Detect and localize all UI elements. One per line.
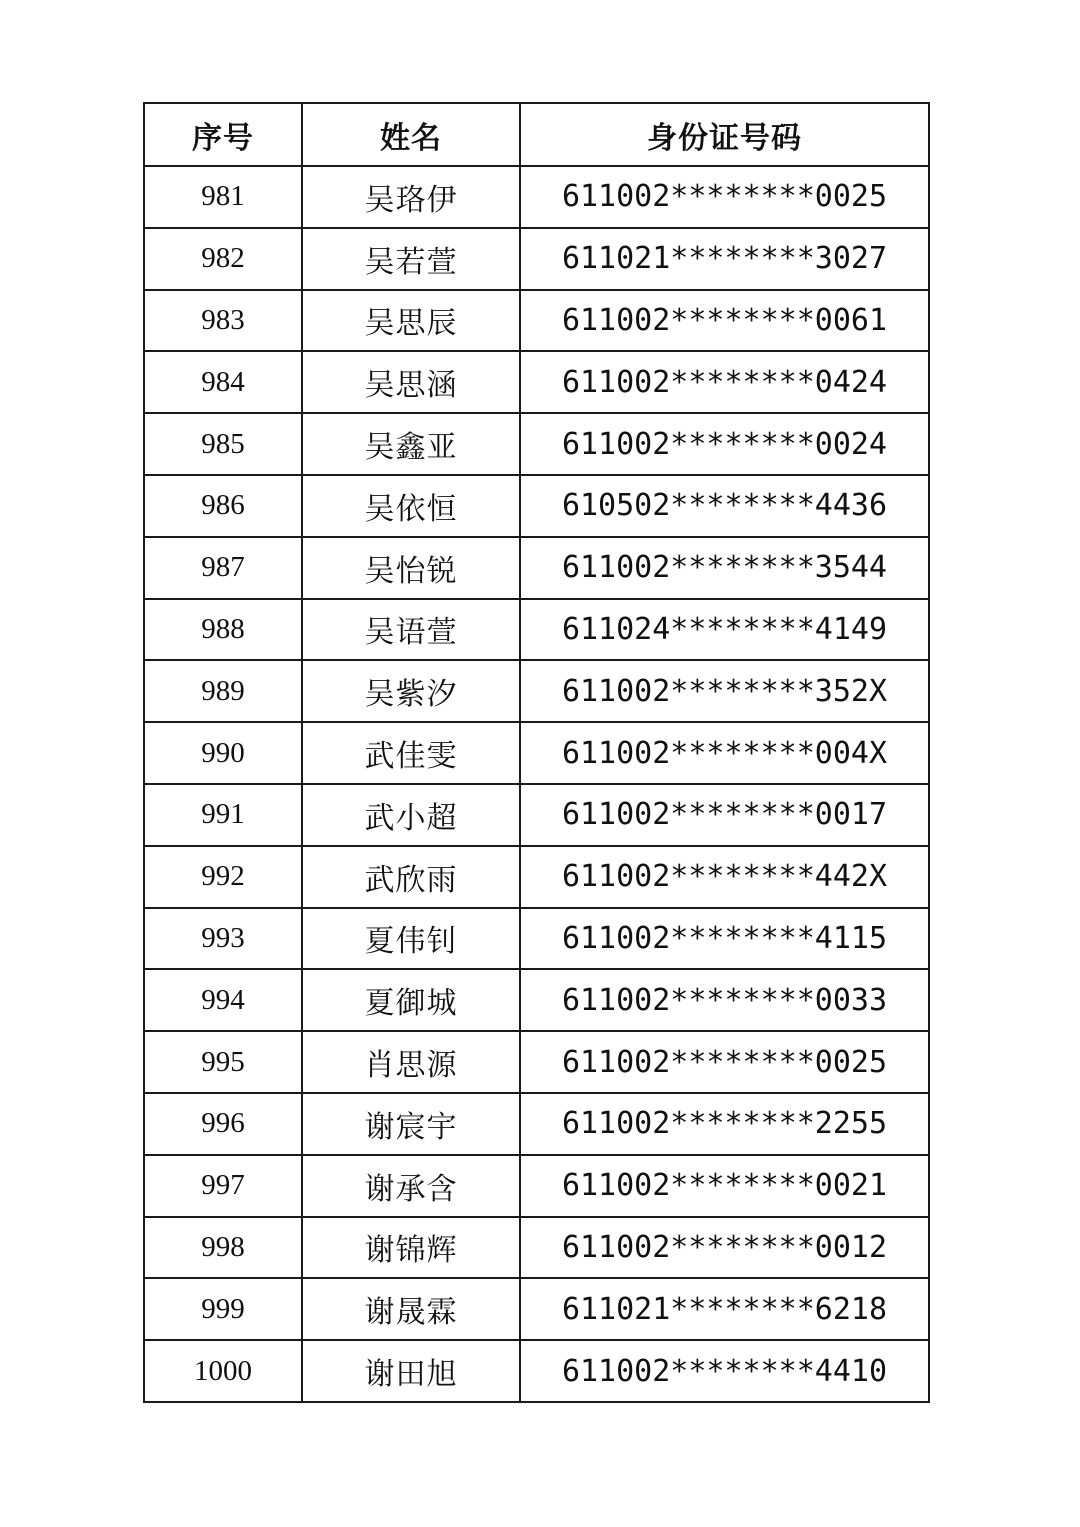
cell-name: 谢田旭: [302, 1340, 520, 1402]
cell-name: 吴语萱: [302, 599, 520, 661]
table-row: [144, 413, 929, 475]
table-row: [144, 351, 929, 413]
cell-name: 谢宸宇: [302, 1093, 520, 1155]
cell-name: 谢锦辉: [302, 1217, 520, 1279]
cell-name: 吴若萱: [302, 228, 520, 290]
cell-seq: 998: [144, 1217, 302, 1279]
cell-seq: 989: [144, 660, 302, 722]
cell-name: 夏伟钊: [302, 908, 520, 970]
table-row: [144, 1093, 929, 1155]
cell-name: 吴珞伊: [302, 166, 520, 228]
table-row: [144, 599, 929, 661]
header-id-number: 身份证号码: [520, 103, 929, 166]
cell-seq: 990: [144, 722, 302, 784]
table-row: [144, 475, 929, 537]
table-row: [144, 166, 929, 228]
cell-name: 武佳雯: [302, 722, 520, 784]
table-row: [144, 1155, 929, 1217]
cell-id-number: 611002********0024: [520, 413, 929, 475]
cell-id-number: 611002********0424: [520, 351, 929, 413]
cell-id-number: 611002********2255: [520, 1093, 929, 1155]
table-row: [144, 228, 929, 290]
cell-id-number: 611002********004X: [520, 722, 929, 784]
cell-name: 吴紫汐: [302, 660, 520, 722]
cell-id-number: 611024********4149: [520, 599, 929, 661]
table-row: [144, 1340, 929, 1402]
cell-name: 吴思辰: [302, 290, 520, 352]
cell-name: 谢承含: [302, 1155, 520, 1217]
cell-id-number: 611002********0012: [520, 1217, 929, 1279]
cell-seq: 1000: [144, 1340, 302, 1402]
cell-seq: 981: [144, 166, 302, 228]
cell-seq: 984: [144, 351, 302, 413]
cell-id-number: 611021********3027: [520, 228, 929, 290]
cell-name: 谢晟霖: [302, 1278, 520, 1340]
cell-id-number: 611002********3544: [520, 537, 929, 599]
table-row: [144, 1217, 929, 1279]
cell-name: 吴依恒: [302, 475, 520, 537]
cell-id-number: 611002********0017: [520, 784, 929, 846]
cell-seq: 993: [144, 908, 302, 970]
header-seq: 序号: [144, 103, 302, 166]
header-row: [144, 103, 929, 166]
cell-id-number: 611002********0021: [520, 1155, 929, 1217]
cell-id-number: 611002********0033: [520, 969, 929, 1031]
table-row: [144, 784, 929, 846]
cell-id-number: 611021********6218: [520, 1278, 929, 1340]
cell-id-number: 611002********0025: [520, 1031, 929, 1093]
cell-seq: 987: [144, 537, 302, 599]
table-row: [144, 290, 929, 352]
table-row: [144, 722, 929, 784]
cell-seq: 982: [144, 228, 302, 290]
cell-name: 武小超: [302, 784, 520, 846]
table-row: [144, 846, 929, 908]
cell-id-number: 611002********352X: [520, 660, 929, 722]
cell-seq: 983: [144, 290, 302, 352]
table-row: [144, 660, 929, 722]
cell-seq: 997: [144, 1155, 302, 1217]
cell-seq: 992: [144, 846, 302, 908]
table-row: [144, 908, 929, 970]
cell-seq: 995: [144, 1031, 302, 1093]
cell-name: 肖思源: [302, 1031, 520, 1093]
table-row: [144, 969, 929, 1031]
cell-name: 吴鑫亚: [302, 413, 520, 475]
cell-id-number: 611002********442X: [520, 846, 929, 908]
cell-name: 夏御城: [302, 969, 520, 1031]
cell-id-number: 611002********0025: [520, 166, 929, 228]
table-row: [144, 1278, 929, 1340]
cell-seq: 999: [144, 1278, 302, 1340]
cell-seq: 988: [144, 599, 302, 661]
cell-id-number: 610502********4436: [520, 475, 929, 537]
roster-table: [143, 102, 930, 1403]
cell-id-number: 611002********4115: [520, 908, 929, 970]
cell-seq: 994: [144, 969, 302, 1031]
cell-name: 吴思涵: [302, 351, 520, 413]
table-row: [144, 1031, 929, 1093]
table-row: [144, 537, 929, 599]
cell-seq: 986: [144, 475, 302, 537]
table-body: [144, 166, 929, 1402]
cell-id-number: 611002********4410: [520, 1340, 929, 1402]
cell-name: 武欣雨: [302, 846, 520, 908]
cell-seq: 996: [144, 1093, 302, 1155]
cell-seq: 991: [144, 784, 302, 846]
cell-seq: 985: [144, 413, 302, 475]
cell-name: 吴怡锐: [302, 537, 520, 599]
header-name: 姓名: [302, 103, 520, 166]
cell-id-number: 611002********0061: [520, 290, 929, 352]
table-header: [144, 103, 929, 166]
